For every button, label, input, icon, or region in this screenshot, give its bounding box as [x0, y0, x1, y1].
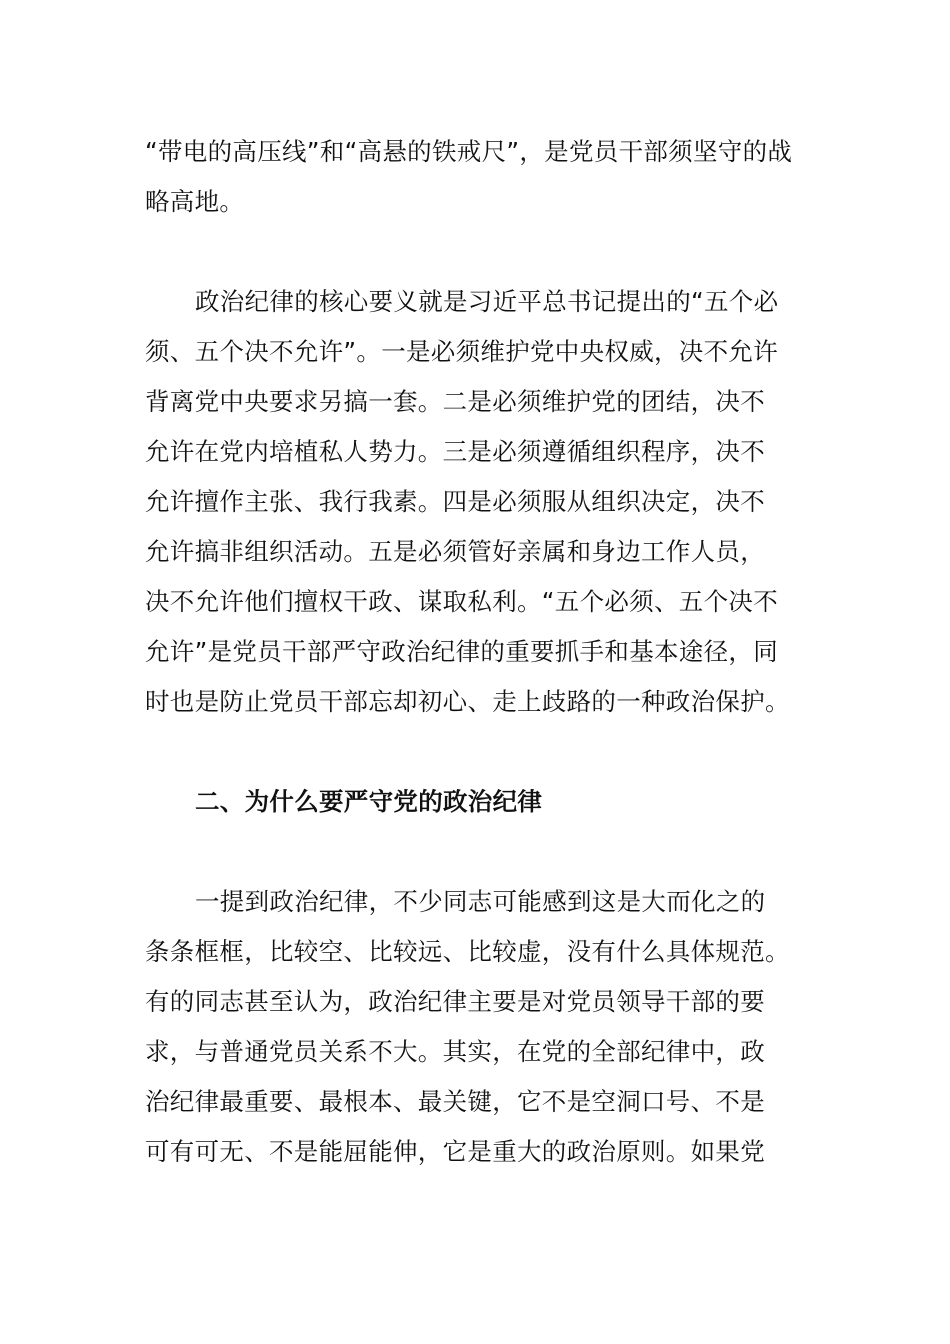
- text-line: 允许”是党员干部严守政治纪律的重要抓手和基本途径，同: [145, 637, 778, 666]
- text-line: 有的同志甚至认为，政治纪律主要是对党员领导干部的要: [145, 987, 765, 1016]
- paragraph-gap: [145, 827, 795, 877]
- text-line: 略高地。: [145, 187, 245, 216]
- text-line: 治纪律最重要、最根本、最关键，它不是空洞口号、不是: [145, 1087, 765, 1116]
- text-line: 时也是防止党员干部忘却初心、走上歧路的一种政治保护。: [145, 687, 790, 716]
- text-line: “带电的高压线”和“高悬的铁戒尺”，是党员干部须坚守的战: [145, 137, 793, 166]
- text-line: 一提到政治纪律，不少同志可能感到这是大而化之的: [195, 887, 766, 916]
- text-line: 可有可无、不是能屈能伸，它是重大的政治原则。如果党: [145, 1137, 765, 1166]
- text-line: 允许在党内培植私人势力。三是必须遵循组织程序，决不: [145, 437, 765, 466]
- text-line: 决不允许他们擅权干政、谋取私利。“五个必须、五个决不: [145, 587, 778, 616]
- paragraph-2: [145, 277, 795, 727]
- paragraph-3: [145, 877, 795, 1177]
- text-line: 允许搞非组织活动。五是必须管好亲属和身边工作人员，: [145, 537, 765, 566]
- section-heading: 二、为什么要严守党的政治纪律: [195, 787, 543, 816]
- paragraph-gap: [145, 727, 795, 777]
- text-line: 背离党中央要求另搞一套。二是必须维护党的团结，决不: [145, 387, 765, 416]
- paragraph-1: [145, 127, 795, 227]
- text-line: 条条框框，比较空、比较远、比较虚，没有什么具体规范。: [145, 937, 790, 966]
- text-line: 求，与普通党员关系不大。其实，在党的全部纪律中，政: [145, 1037, 765, 1066]
- paragraph-gap: [145, 227, 795, 277]
- text-line: 允许擅作主张、我行我素。四是必须服从组织决定，决不: [145, 487, 765, 516]
- text-line: 须、五个决不允许”。一是必须维护党中央权威，决不允许: [145, 337, 778, 366]
- text-line: 政治纪律的核心要义就是习近平总书记提出的“五个必: [195, 287, 779, 316]
- document-body: [145, 127, 795, 1177]
